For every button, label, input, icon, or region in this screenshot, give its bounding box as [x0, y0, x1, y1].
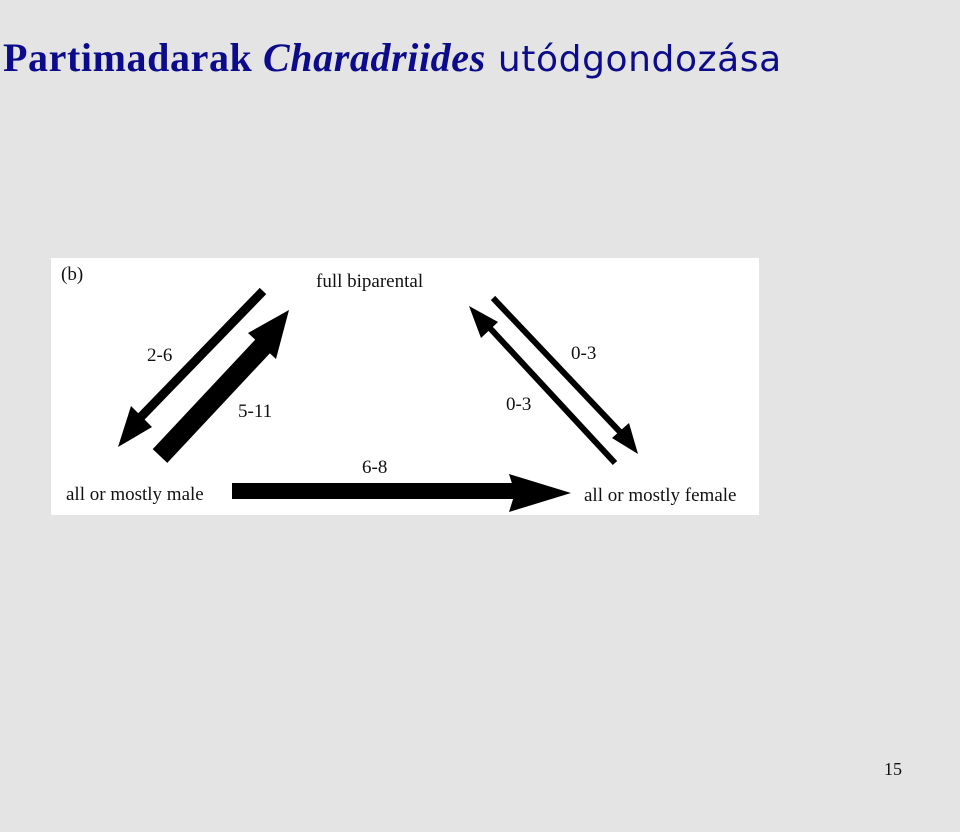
title-text-suffix: utódgondozása: [485, 39, 782, 80]
arrow-female-to-biparental: [469, 306, 615, 463]
edge-label-5-11: 5-11: [238, 401, 273, 422]
slide-title: [3, 35, 782, 80]
node-full-biparental: full biparental: [316, 271, 424, 292]
diagram-svg: [51, 258, 759, 515]
edge-label-0-3-down: 0-3: [571, 343, 597, 364]
page-number: 15: [884, 759, 902, 779]
node-all-or-mostly-female: all or mostly female: [584, 485, 737, 506]
parental-care-transition-diagram: [51, 258, 759, 515]
node-all-or-mostly-male: all or mostly male: [66, 484, 204, 505]
title-text-regular: Partimadarak: [3, 35, 263, 80]
arrow-male-to-female: [232, 474, 571, 512]
title-text-italic: Charadriides: [263, 35, 486, 80]
edge-label-6-8: 6-8: [362, 457, 388, 478]
edge-label-0-3-up: 0-3: [506, 394, 532, 415]
panel-label: (b): [61, 264, 84, 285]
arrow-biparental-to-female: [493, 298, 638, 454]
edge-label-2-6: 2-6: [147, 345, 173, 366]
